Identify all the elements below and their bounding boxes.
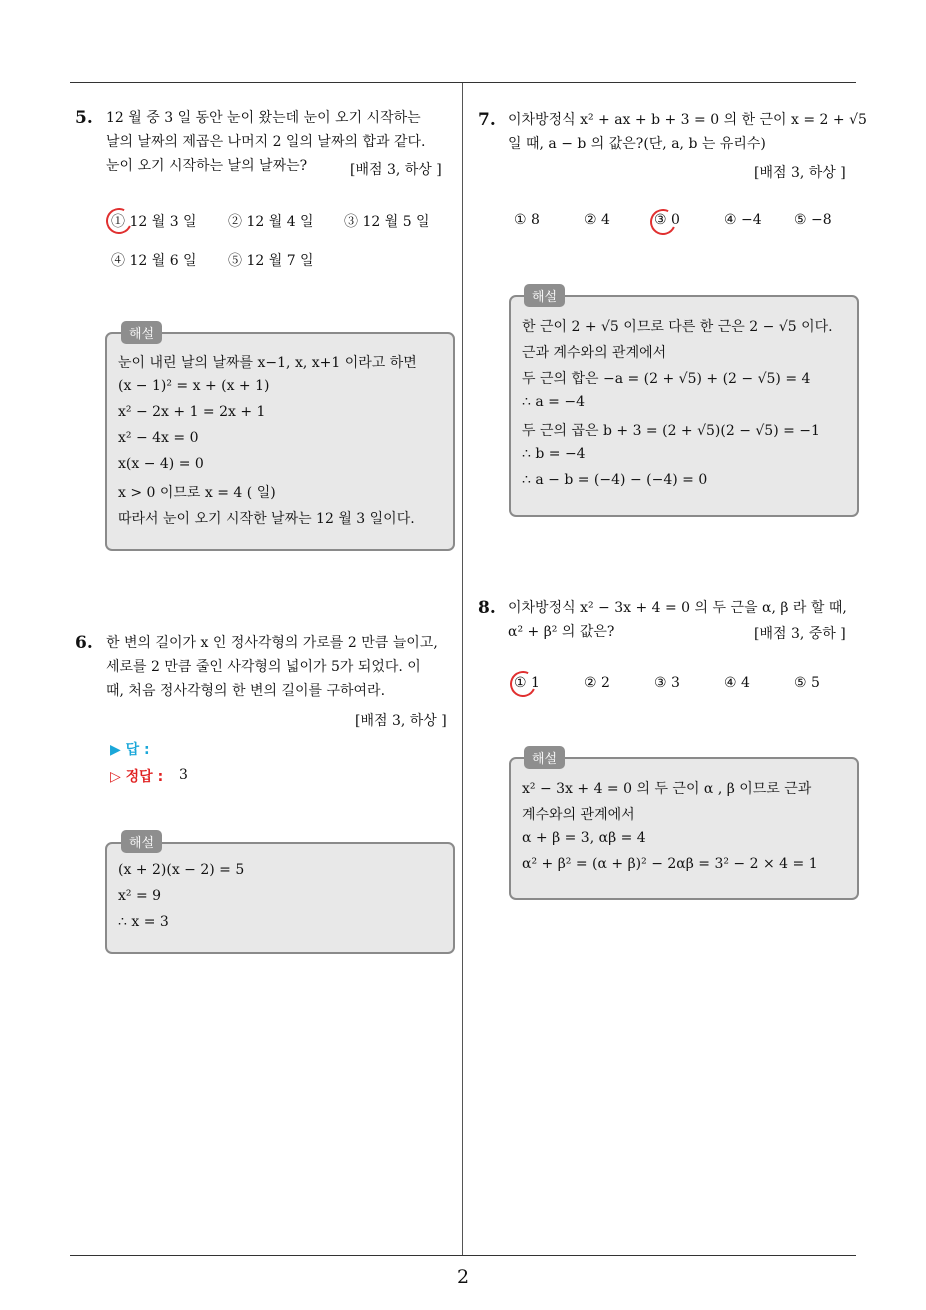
question-line: 눈이 오기 시작하는 날의 날짜는? <box>106 158 308 174</box>
solution-tag: 해설 <box>121 830 162 853</box>
choice-3[interactable]: ③ 12 월 5 일 <box>344 214 430 230</box>
choice-5[interactable]: ⑤ 5 <box>794 675 820 691</box>
solution-line: ∴ x = 3 <box>118 914 169 930</box>
choice-2[interactable]: ② 4 <box>584 212 610 228</box>
column-divider <box>462 83 463 1255</box>
question-line: 세로를 2 만큼 줄인 사각형의 넓이가 5가 되었다. 이 <box>106 659 421 675</box>
choice-4[interactable]: ④ 12 월 6 일 <box>111 253 197 269</box>
solution-tag: 해설 <box>524 284 565 307</box>
solution-line: 계수와의 관계에서 <box>522 807 635 823</box>
question-number: 8. <box>478 598 496 618</box>
solution-line: x² − 3x + 4 = 0 의 두 근이 α , β 이므로 근과 <box>522 781 812 797</box>
question-line: 일 때, a − b 의 값은?(단, a, b 는 유리수) <box>508 136 766 152</box>
top-rule <box>70 82 856 83</box>
solution-line: α² + β² = (α + β)² − 2αβ = 3² − 2 × 4 = 1 <box>522 856 818 872</box>
solution-line: ∴ a = −4 <box>522 394 585 410</box>
choice-2[interactable]: ② 2 <box>584 675 610 691</box>
question-line: 날의 날짜의 제곱은 나머지 2 일의 날짜의 합과 같다. <box>106 134 426 150</box>
choice-3[interactable]: ③ 3 <box>654 675 680 691</box>
page-number: 2 <box>456 1266 470 1288</box>
solution-line: 눈이 내린 날의 날짜를 x−1, x, x+1 이라고 하면 <box>118 355 417 371</box>
answer-input-label[interactable]: ▶ 답 : <box>110 742 150 758</box>
choice-2[interactable]: ② 12 월 4 일 <box>228 214 314 230</box>
choice-1[interactable]: ① 12 월 3 일 <box>111 214 197 230</box>
question-text <box>106 631 438 703</box>
solution-line: x(x − 4) = 0 <box>118 456 204 472</box>
correct-answer-label: ▷ 정답 : <box>110 769 164 785</box>
question-number: 5. <box>75 108 93 128</box>
points-label: [배점 3, 하상 ] <box>355 713 447 729</box>
choice-5[interactable]: ⑤ −8 <box>794 212 832 228</box>
choice-3[interactable]: ③ 0 <box>654 212 680 228</box>
choice-5[interactable]: ⑤ 12 월 7 일 <box>228 253 314 269</box>
solution-line: ∴ b = −4 <box>522 446 586 462</box>
solution-line: α + β = 3, αβ = 4 <box>522 830 646 846</box>
solution-line: x² − 2x + 1 = 2x + 1 <box>118 404 266 420</box>
question-text <box>508 108 867 156</box>
points-label: [배점 3, 중하 ] <box>754 626 846 642</box>
question-line: 이차방정식 x² + ax + b + 3 = 0 의 한 근이 x = 2 + √5 <box>508 112 867 128</box>
question-number: 6. <box>75 633 93 653</box>
solution-line: 한 근이 2 + √5 이므로 다른 한 근은 2 − √5 이다. <box>522 319 833 335</box>
question-line: 이차방정식 x² − 3x + 4 = 0 의 두 근을 α, β 라 할 때, <box>508 600 847 616</box>
solution-line: 따라서 눈이 오기 시작한 날짜는 12 월 3 일이다. <box>118 511 415 527</box>
question-line: 12 월 중 3 일 동안 눈이 왔는데 눈이 오기 시작하는 <box>106 110 421 126</box>
question-number: 7. <box>478 110 496 130</box>
choice-1[interactable]: ① 1 <box>514 675 540 691</box>
solution-line: (x − 1)² = x + (x + 1) <box>118 378 270 394</box>
solution-line: ∴ a − b = (−4) − (−4) = 0 <box>522 472 708 488</box>
solution-tag: 해설 <box>524 746 565 769</box>
solution-line: x > 0 이므로 x = 4 ( 일) <box>118 485 276 501</box>
question-line: 때, 처음 정사각형의 한 변의 길이를 구하여라. <box>106 683 386 699</box>
question-line: α² + β² 의 값은? <box>508 624 615 640</box>
points-label: [배점 3, 하상 ] <box>350 162 442 178</box>
question-line: 한 변의 길이가 x 인 정사각형의 가로를 2 만큼 늘이고, <box>106 635 438 651</box>
solution-line: 두 근의 곱은 b + 3 = (2 + √5)(2 − √5) = −1 <box>522 423 820 439</box>
solution-line: 근과 계수와의 관계에서 <box>522 345 667 361</box>
solution-line: (x + 2)(x − 2) = 5 <box>118 862 245 878</box>
choice-1[interactable]: ① 8 <box>514 212 540 228</box>
solution-tag: 해설 <box>121 321 162 344</box>
choice-4[interactable]: ④ −4 <box>724 212 762 228</box>
solution-line: x² − 4x = 0 <box>118 430 199 446</box>
solution-line: x² = 9 <box>118 888 162 904</box>
solution-line: 두 근의 합은 −a = (2 + √5) + (2 − √5) = 4 <box>522 371 811 387</box>
correct-answer-value: 3 <box>179 767 188 783</box>
bottom-rule <box>70 1255 856 1256</box>
choice-4[interactable]: ④ 4 <box>724 675 750 691</box>
points-label: [배점 3, 하상 ] <box>754 165 846 181</box>
